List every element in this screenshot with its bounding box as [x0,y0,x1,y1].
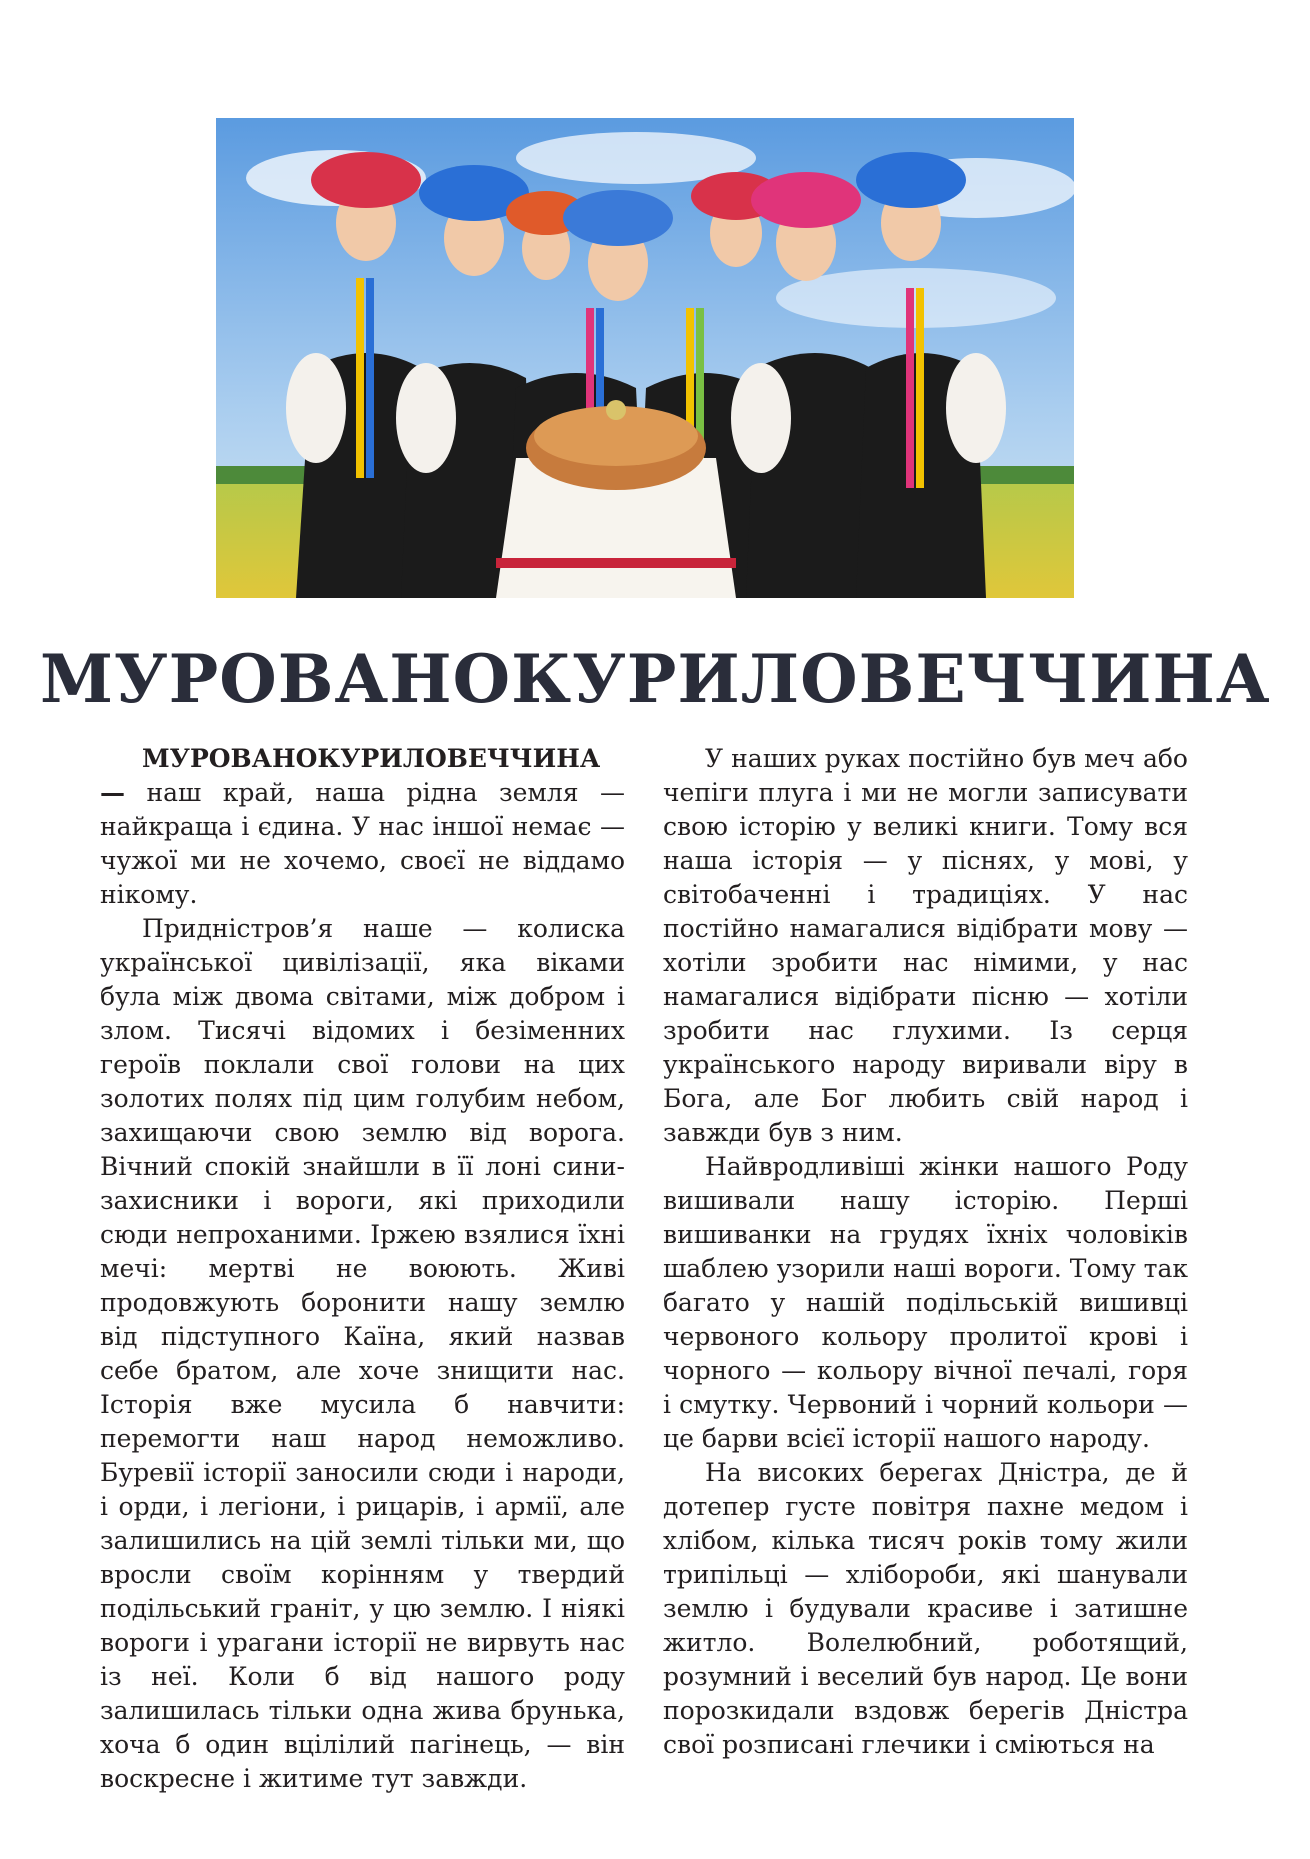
paragraph: На високих берегах Дністра, де й дотепер густе повітря пахне медом і хлібом, кілька тисяч років тому жили трипільці — хлібороби, які шанували землю і будували красиве і затишне житло. Волелюбний, роботящий, розумний і веселий був народ. Це вони порозкидали вздовж берегів Дністра свої розписані глечики і сміються на [663,1458,1188,1759]
paragraph: У наших руках постійно був меч або чепіги плуга і ми не могли записувати свою історію у великі книги. Тому вся наша історія — у піснях, у мові, у світобаченні і традиціях. У нас постійно намагалися відібрати мову — хотіли зробити нас німими, у нас намагалися відібрати пісню — хотіли зробити нас глухими. Із серця українського народу виривали віру в Бога, але Бог любить свій народ і завжди був з ним. [663,744,1188,1147]
paragraph-lead: МУРОВАНОКУРИЛОВЕЧЧИНА — [100,744,601,807]
paragraph [100,742,625,912]
right-column [663,742,1188,1762]
paragraph-text: наш край, наша рідна земля — найкраща і єдина. У нас іншої немає — чужої ми не хочемо, своєї не віддамо нікому. [100,778,625,909]
left-column [100,742,625,1796]
header-photo [216,118,1074,598]
paragraph: Найвродливіші жінки нашого Роду вишивали нашу історію. Перші вишиванки на грудях їхніх чоловіків шаблею узорили наші вороги. Тому так багато у нашій подільській вишивці червоного кольору пролитої крові і чорного — кольору вічної печалі, горя і смутку. Червоний і чорний кольори — це барви всієї історії нашого народу. [663,1152,1188,1453]
paragraph: Придністров’я наше — колиска української цивілізації, яка віками була між двома світами, між добром і злом. Тисячі відомих і безіменних героїв поклали свої голови на цих золотих полях під цим голубим небом, захищаючи свою землю від ворога. Вічний спокій знайшли в її лоні сини-захисники і вороги, які приходили сюди непроханими. Іржею взялися їхні мечі: мертві не воюють. Живі продовжують боронити нашу землю від підступного Каїна, який назвав себе братом, але хоче знищити нас. Історія вже мусила б навчити: перемогти наш народ неможливо. Буревії історії заносили сюди і народи, і орди, і легіони, і рицарів, і армії, але залишились на цій землі тільки ми, що вросли своїм корінням у твердий подільський граніт, у цю землю. І ніякі вороги і урагани історії не вирвуть нас із неї. Коли б від нашого роду залишилась тільки одна жива брунька, хоча б один вцілілий пагінець, — він воскресне і житиме тут завжди. [100,914,625,1793]
page-title: МУРОВАНОКУРИЛОВЕЧЧИНА [40,640,1271,718]
photo-girls-in-wreaths-with-bread-icon [216,118,1074,598]
